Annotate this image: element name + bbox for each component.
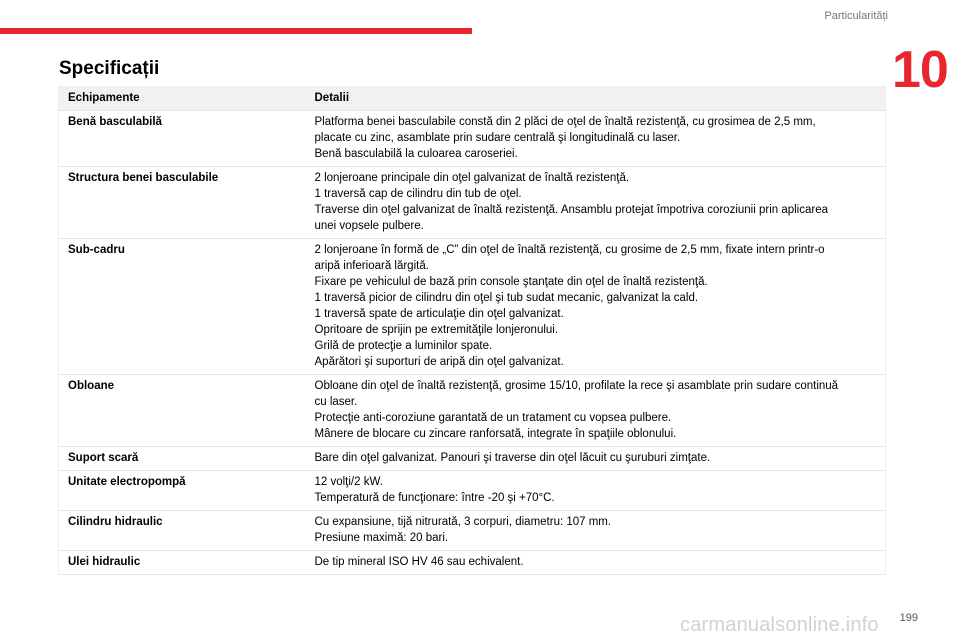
equipment-name: Obloane [59,375,306,447]
detail-line: Protecţie anti-coroziune garantată de un tratament cu vopsea pulbere. [314,412,672,424]
detail-line: Opritoare de sprijin pe extremităţile lonjeronului. [314,324,559,336]
equipment-name: Suport scară [59,447,306,471]
equipment-name: Ulei hidraulic [59,551,306,575]
detail-line: Mânere de blocare cu zincare ranforsată, integrate în spaţiile oblonului. [314,428,677,440]
page-title: Specificații [59,58,160,79]
detail-line: Bare din oţel galvanizat. Panouri şi traverse din oţel lăcuit cu şuruburi zimţate. [314,452,711,464]
specifications-table [58,86,886,575]
table-row [59,167,886,239]
detail-line: De tip mineral ISO HV 46 sau echivalent. [314,556,524,568]
table-row [59,551,886,575]
detail-line: cu laser. [314,396,358,408]
page-number: 199 [899,612,918,624]
equipment-details [306,375,886,447]
detail-line: aripă inferioară lărgită. [314,260,429,272]
table-body [59,111,886,575]
detail-line: unei vopsele pulbere. [314,220,424,232]
detail-line: Benă basculabilă la culoarea caroseriei. [314,148,518,160]
detail-line: 1 traversă picior de cilindru din oţel şi tub sudat mecanic, galvanizat la cald. [314,292,699,304]
table-row [59,111,886,167]
header-accent-bar [0,28,472,34]
equipment-name: Sub-cadru [59,239,306,375]
equipment-name: Cilindru hidraulic [59,511,306,551]
equipment-details [306,511,886,551]
detail-line: Traverse din oţel galvanizat de înaltă rezistenţă. Ansamblu protejat împotriva coroziunii prin aplicarea [314,204,829,216]
table-row [59,511,886,551]
table-row [59,471,886,511]
detail-line: placate cu zinc, asamblate prin sudare centrală şi longitudinală cu laser. [314,132,681,144]
equipment-name: Unitate electropompă [59,471,306,511]
detail-line: Obloane din oţel de înaltă rezistenţă, grosime 15/10, profilate la rece şi asamblate prin sudare continuă [314,380,839,392]
equipment-details [306,239,886,375]
equipment-details [306,111,886,167]
chapter-number: 10 [892,41,948,99]
detail-line: Platforma benei basculabile constă din 2 plăci de oţel de înaltă rezistenţă, cu grosimea de 2,5 mm, [314,116,816,128]
equipment-details [306,167,886,239]
equipment-name: Structura benei basculabile [59,167,306,239]
detail-line: Temperatură de funcţionare: între -20 şi +70°C. [314,492,555,504]
detail-line: Fixare pe vehiculul de bază prin console ştanţate din oţel de înaltă rezistenţă. [314,276,708,288]
table-row [59,239,886,375]
table-header-row [59,86,886,111]
column-header-details: Detalii [306,86,886,111]
table-row [59,375,886,447]
equipment-details [306,471,886,511]
equipment-details [306,551,886,575]
equipment-name: Benă basculabilă [59,111,306,167]
chapter-title: Particularități [824,10,888,22]
equipment-details [306,447,886,471]
detail-line: Grilă de protecţie a luminilor spate. [314,340,493,352]
detail-line: 1 traversă spate de articulaţie din oţel galvanizat. [314,308,564,320]
detail-line: Apărători şi suporturi de aripă din oţel galvanizat. [314,356,564,368]
detail-line: 12 volţi/2 kW. [314,476,383,488]
detail-line: Cu expansiune, tijă nitrurată, 3 corpuri, diametru: 107 mm. [314,516,612,528]
watermark: carmanualsonline.info [680,614,879,636]
detail-line: 1 traversă cap de cilindru din tub de oţel. [314,188,522,200]
detail-line: 2 lonjeroane în formă de „C” din oţel de înaltă rezistenţă, cu grosime de 2,5 mm, fixate intern printr-o [314,244,825,256]
detail-line: 2 lonjeroane principale din oţel galvanizat de înaltă rezistenţă. [314,172,630,184]
column-header-equipment: Echipamente [59,86,306,111]
detail-line: Presiune maximă: 20 bari. [314,532,449,544]
table-row [59,447,886,471]
